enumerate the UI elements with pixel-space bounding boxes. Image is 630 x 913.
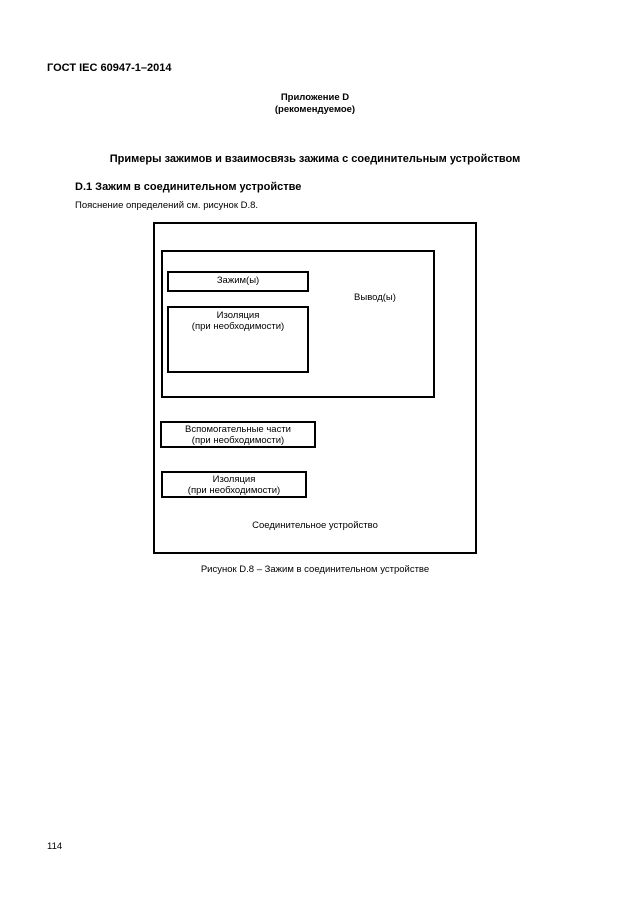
annex-status: (рекомендуемое) xyxy=(274,104,356,115)
explanation-text: Пояснение определений см. рисунок D.8. xyxy=(75,200,259,211)
annex-title: Приложение D xyxy=(280,92,350,103)
connecting-device-label: Соединительное устройство xyxy=(252,520,378,531)
output-label: Вывод(ы) xyxy=(354,292,396,303)
figure-caption: Рисунок D.8 – Зажим в соединительном устройстве xyxy=(200,564,430,575)
insulation-outer-label-1: Изоляция xyxy=(212,474,256,485)
section-title: Примеры зажимов и взаимосвязь зажима с соединительным устройством xyxy=(109,153,521,165)
auxiliary-parts-label-2: (при необходимости) xyxy=(191,435,285,446)
insulation-inner-label-1: Изоляция xyxy=(216,310,260,321)
page-number: 114 xyxy=(47,841,63,852)
terminal-label: Зажим(ы) xyxy=(216,275,260,286)
insulation-inner-label-2: (при необходимости) xyxy=(191,321,285,332)
subsection-title: D.1 Зажим в соединительном устройстве xyxy=(75,181,302,193)
auxiliary-parts-label-1: Вспомогательные части xyxy=(184,424,291,435)
insulation-outer-label-2: (при необходимости) xyxy=(187,485,281,496)
standard-number: ГОСТ IEC 60947-1–2014 xyxy=(47,62,172,74)
